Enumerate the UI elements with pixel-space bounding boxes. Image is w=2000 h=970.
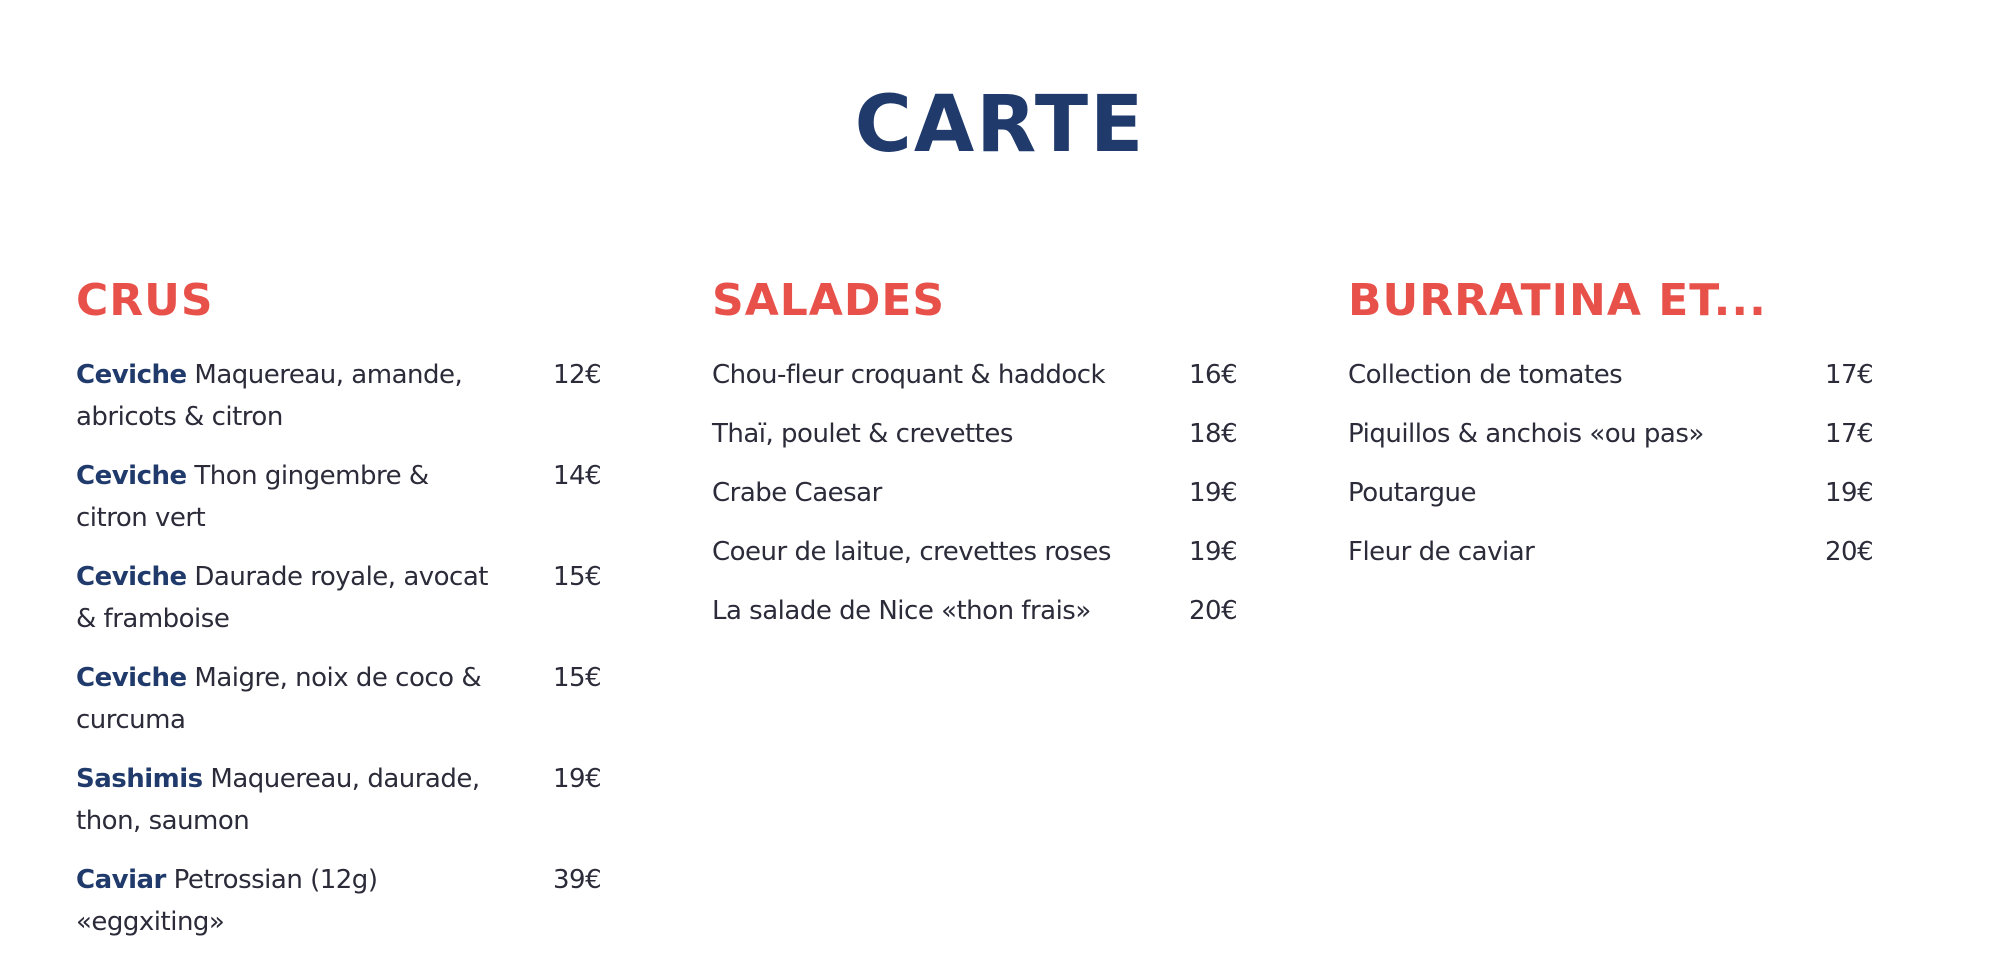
menu-item-label: Ceviche (76, 562, 187, 592)
menu-item-price: 20€ (1189, 596, 1238, 626)
section-heading: CRUS (76, 275, 214, 326)
menu-item-text: La salade de Nice «thon frais» (712, 596, 1091, 626)
menu-item-price: 19€ (553, 764, 602, 794)
menu-item-text: Fleur de caviar (1348, 537, 1535, 567)
menu-item (1348, 472, 1874, 514)
menu-item (712, 590, 1238, 632)
menu-item-text: Maigre, noix de coco & curcuma (76, 663, 482, 735)
section-heading: BURRATINA ET... (1348, 275, 1767, 326)
menu-item-label: Caviar (76, 865, 166, 895)
menu-item (76, 859, 602, 943)
menu-item-description (76, 556, 496, 640)
menu-item-text: Collection de tomates (1348, 360, 1623, 390)
menu-section-crus (76, 276, 636, 960)
menu-item-text: Maquereau, daurade, thon, saumon (76, 764, 480, 836)
menu-item (1348, 354, 1874, 396)
menu-item-price: 15€ (553, 562, 602, 592)
menu-item (76, 354, 602, 438)
menu-item-label: Ceviche (76, 663, 187, 693)
menu-item (76, 758, 602, 842)
menu-section-salades (712, 276, 1272, 649)
menu-item (76, 657, 602, 741)
menu-item (712, 354, 1238, 396)
menu-item-text: Petrossian (12g) «eggxiting» (76, 865, 378, 937)
menu-item-text: Piquillos & anchois «ou pas» (1348, 419, 1704, 449)
menu-item-price: 16€ (1189, 360, 1238, 390)
menu-item-price: 15€ (553, 663, 602, 693)
menu-section-burratina (1348, 276, 1908, 590)
menu-item-price: 17€ (1825, 419, 1874, 449)
menu-item-price: 19€ (1825, 478, 1874, 508)
menu-item (712, 531, 1238, 573)
menu-item-description (76, 455, 496, 539)
menu-item-price: 12€ (553, 360, 602, 390)
menu-item-label: Sashimis (76, 764, 203, 794)
menu-item-text: Crabe Caesar (712, 478, 882, 508)
menu-item (712, 472, 1238, 514)
menu-item-price: 39€ (553, 865, 602, 895)
section-heading: SALADES (712, 275, 946, 326)
menu-item-label: Ceviche (76, 360, 187, 390)
menu-item-text: Thon gingembre & citron vert (76, 461, 429, 533)
menu-item-label: Ceviche (76, 461, 187, 491)
menu-item-text: Maquereau, amande, abricots & citron (76, 360, 463, 432)
menu-item-text: Thaï, poulet & crevettes (712, 419, 1013, 449)
menu-item (1348, 413, 1874, 455)
menu-item-price: 20€ (1825, 537, 1874, 567)
menu-item-description (76, 354, 496, 438)
menu-item-text: Poutargue (1348, 478, 1476, 508)
menu-item-price: 18€ (1189, 419, 1238, 449)
menu-item-description (76, 657, 496, 741)
menu-item (1348, 531, 1874, 573)
menu-item-price: 19€ (1189, 537, 1238, 567)
menu-item (76, 455, 602, 539)
menu-item-price: 19€ (1189, 478, 1238, 508)
menu-item-text: Coeur de laitue, crevettes roses (712, 537, 1111, 567)
menu-item (76, 556, 602, 640)
menu-item-text: Daurade royale, avocat & framboise (76, 562, 488, 634)
menu-item-description (76, 859, 496, 943)
page-title: CARTE (854, 80, 1146, 170)
menu-item-price: 17€ (1825, 360, 1874, 390)
menu-item (712, 413, 1238, 455)
menu-item-price: 14€ (553, 461, 602, 491)
menu-item-description (76, 758, 496, 842)
menu-item-text: Chou-fleur croquant & haddock (712, 360, 1106, 390)
